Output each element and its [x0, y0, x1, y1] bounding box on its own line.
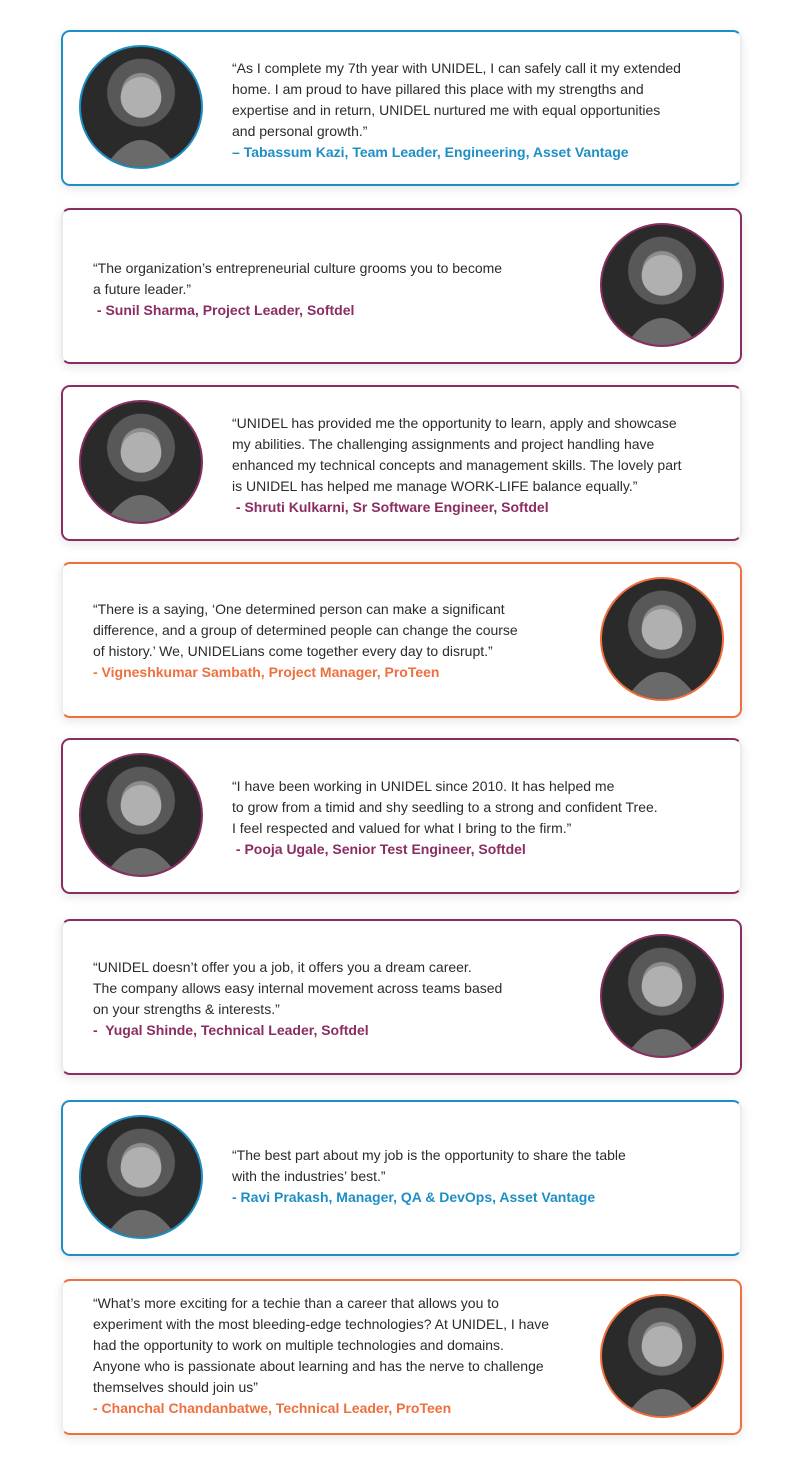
testimonial-author: - Sunil Sharma, Project Leader, Softdel [93, 302, 355, 318]
testimonial-quote: “As I complete my 7th year with UNIDEL, I can safely call it my extended home. I am proud to have pillared this place with my strengths and expertise and in return, UNIDEL nurtured me with equal opportunities and personal growth.” [232, 60, 681, 139]
testimonial-card [61, 919, 742, 1075]
testimonial-text [93, 1293, 582, 1419]
testimonial-author: - Shruti Kulkarni, Sr Software Engineer, Softdel [232, 499, 549, 515]
testimonial-text [232, 776, 724, 860]
testimonial-quote: “The organization’s entrepreneurial culture grooms you to become a future leader.” [93, 260, 503, 297]
testimonial-card [61, 562, 742, 718]
testimonial-text [93, 258, 572, 321]
testimonial-text [232, 1145, 724, 1208]
testimonial-card [61, 738, 742, 894]
testimonial-quote: “What’s more exciting for a techie than a career that allows you to experiment with the most bleeding-edge technologies? At UNIDEL, I have had the opportunity to work on multiple technologies and domains. Anyone who is passionate about learning and has the nerve to challenge themselves should join us” [93, 1295, 550, 1395]
testimonial-text [93, 599, 572, 683]
employee-photo [79, 45, 203, 169]
employee-photo [600, 1294, 724, 1418]
employee-photo [79, 1115, 203, 1239]
testimonial-card [61, 1279, 742, 1435]
employee-photo [600, 577, 724, 701]
testimonial-text [232, 413, 724, 518]
testimonial-quote: “UNIDEL doesn’t offer you a job, it offers you a dream career. The company allows easy internal movement across teams based on your strengths & interests.” [93, 959, 503, 1017]
testimonial-author: - Yugal Shinde, Technical Leader, Softdel [93, 1022, 369, 1038]
testimonial-author: - Vigneshkumar Sambath, Project Manager, ProTeen [93, 664, 440, 680]
testimonial-author: - Pooja Ugale, Senior Test Engineer, Softdel [232, 841, 526, 857]
testimonial-text [232, 58, 724, 163]
testimonial-card [61, 385, 742, 541]
testimonial-author: – Tabassum Kazi, Team Leader, Engineering, Asset Vantage [232, 144, 629, 160]
testimonial-quote: “UNIDEL has provided me the opportunity to learn, apply and showcase my abilities. The challenging assignments and project handling have enhanced my technical concepts and management skills. The lovely part is UNIDEL has helped me manage WORK-LIFE balance equally.” [232, 415, 682, 494]
testimonial-text [93, 957, 572, 1041]
testimonial-quote: “I have been working in UNIDEL since 2010. It has helped me to grow from a timid and shy seedling to a strong and confident Tree. I feel respected and valued for what I bring to the firm.” [232, 778, 658, 836]
testimonial-quote: “The best part about my job is the opportunity to share the table with the industries’ best.” [232, 1147, 626, 1184]
testimonial-card [61, 30, 742, 186]
employee-photo [600, 223, 724, 347]
employee-photo [79, 400, 203, 524]
testimonial-card [61, 208, 742, 364]
testimonial-card [61, 1100, 742, 1256]
employee-photo [600, 934, 724, 1058]
testimonial-author: - Ravi Prakash, Manager, QA & DevOps, Asset Vantage [232, 1189, 596, 1205]
testimonial-author: - Chanchal Chandanbatwe, Technical Leader, ProTeen [93, 1400, 452, 1416]
employee-photo [79, 753, 203, 877]
testimonial-quote: “There is a saying, ‘One determined person can make a significant difference, and a group of determined people can change the course of history.’ We, UNIDELians come together every day to disrupt.” [93, 601, 518, 659]
